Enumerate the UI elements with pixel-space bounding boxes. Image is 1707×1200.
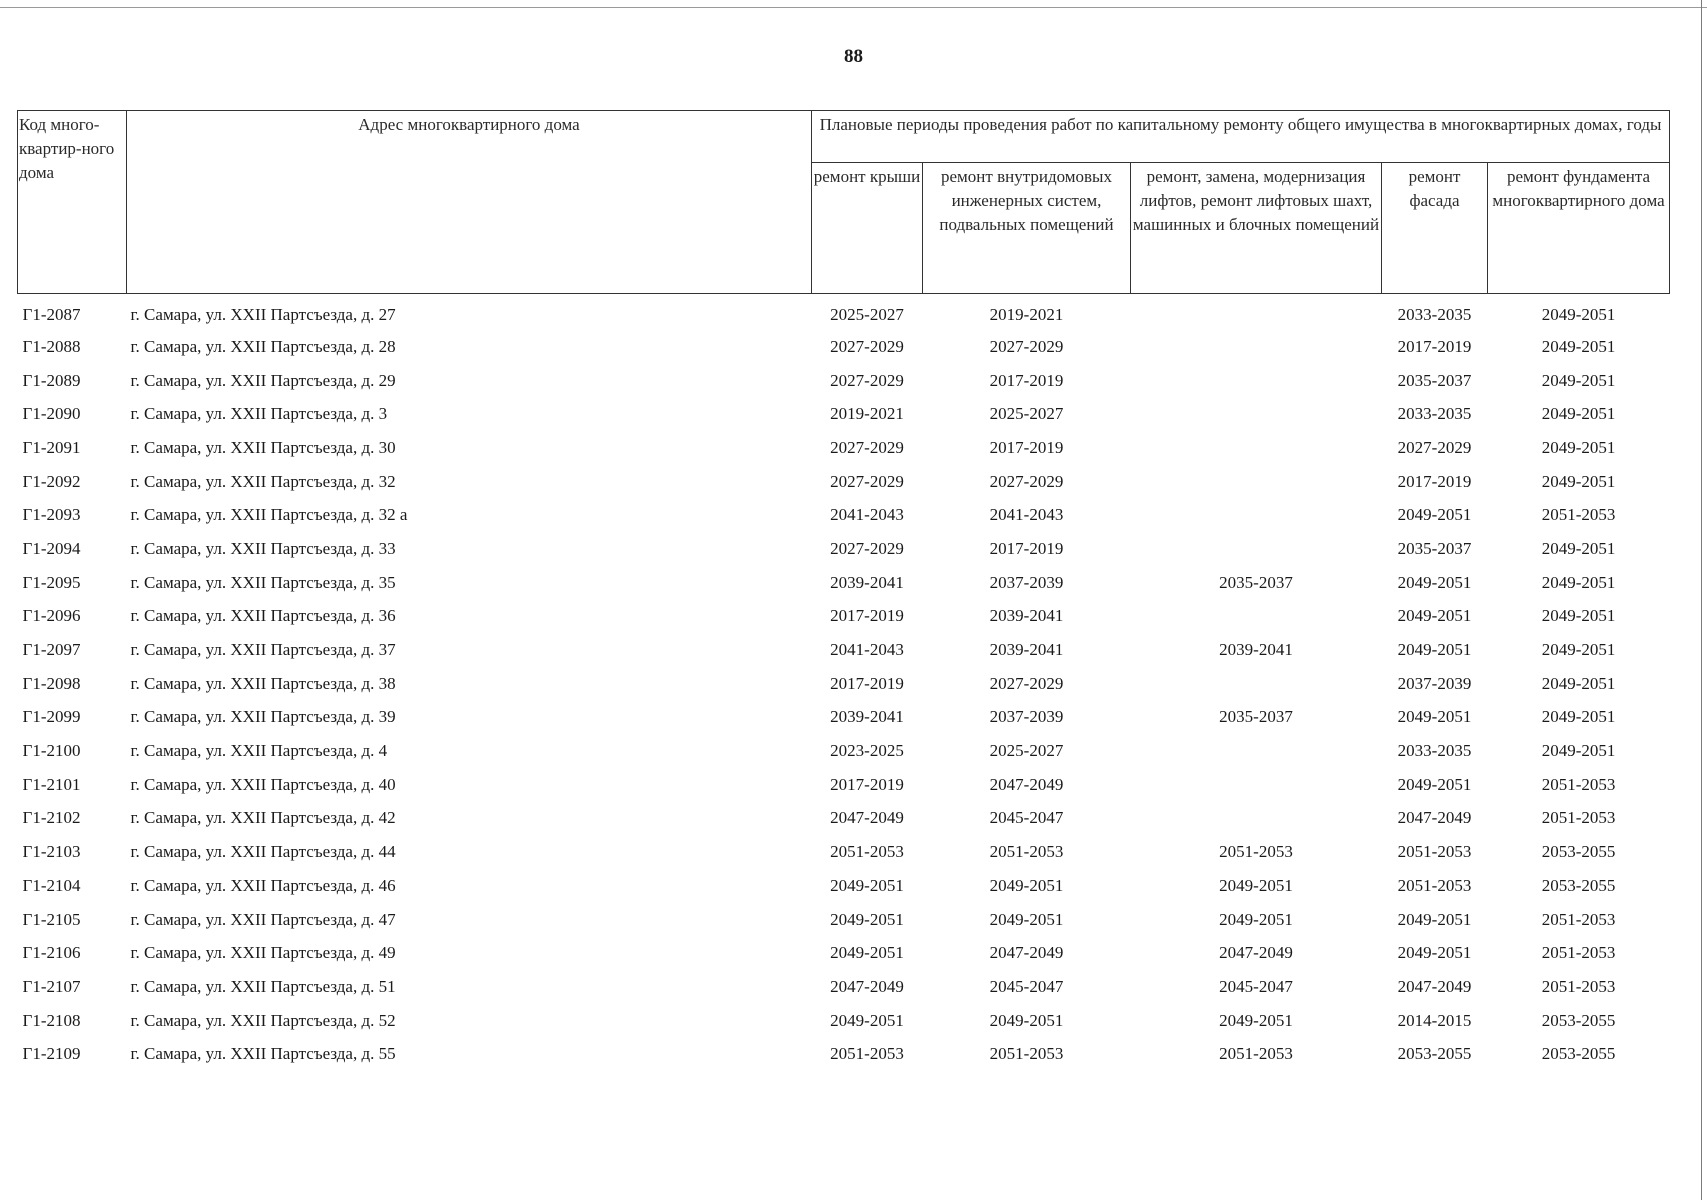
table-row [18,397,1670,431]
cell-address: г. Самара, ул. XXII Партсъезда, д. 49 [130,943,396,963]
cell-engineering-period: 2027-2029 [989,471,1064,491]
cell-foundation-period: 2051-2053 [1541,505,1616,525]
cell-facade-period: 2049-2051 [1397,640,1472,660]
cell-foundation-period: 2051-2053 [1541,808,1616,828]
cell-address: г. Самара, ул. XXII Партсъезда, д. 44 [130,842,396,862]
cell-roof-period: 2049-2051 [830,909,904,929]
cell-address: г. Самара, ул. XXII Партсъезда, д. 29 [130,370,396,390]
cell-elevators-period [1131,802,1382,836]
cell-address: г. Самара, ул. XXII Партсъезда, д. 51 [130,976,396,996]
cell-elevators-period: 2035-2037 [1219,572,1293,592]
cell-facade-period: 2035-2037 [1397,538,1472,558]
cell-foundation-period: 2051-2053 [1541,976,1616,996]
table-row [18,802,1670,836]
header-engineering: ремонт внутридомовых инженерных систем, подвальных помещений [923,163,1131,294]
cell-roof-period: 2019-2021 [830,404,904,424]
cell-roof-period: 2027-2029 [830,370,904,390]
cell-foundation-period: 2051-2053 [1541,909,1616,929]
table-row [18,294,1670,331]
cell-address: г. Самара, ул. XXII Партсъезда, д. 38 [130,673,396,693]
cell-code: Г1-2093 [22,505,81,525]
header-foundation: ремонт фундамента многоквартирного дома [1488,163,1670,294]
cell-roof-period: 2023-2025 [830,741,904,761]
cell-elevators-period: 2051-2053 [1219,1044,1293,1064]
cell-elevators-period: 2049-2051 [1219,909,1293,929]
cell-facade-period: 2017-2019 [1397,336,1472,356]
cell-elevators-period [1131,330,1382,364]
table-row [18,701,1670,735]
cell-engineering-period: 2039-2041 [989,606,1064,626]
cell-code: Г1-2104 [22,875,81,895]
cell-roof-period: 2027-2029 [830,471,904,491]
cell-code: Г1-2101 [22,774,81,794]
cell-foundation-period: 2049-2051 [1541,437,1616,457]
cell-facade-period: 2051-2053 [1397,875,1472,895]
table-row [18,330,1670,364]
table-row [18,600,1670,634]
capital-repair-schedule-table [17,110,1670,1071]
cell-code: Г1-2092 [22,471,81,491]
cell-roof-period: 2017-2019 [830,673,904,693]
table-row [18,465,1670,499]
cell-elevators-period: 2039-2041 [1219,640,1293,660]
cell-engineering-period: 2051-2053 [989,1044,1064,1064]
cell-elevators-period: 2035-2037 [1219,707,1293,727]
cell-facade-period: 2049-2051 [1397,707,1472,727]
cell-address: г. Самара, ул. XXII Партсъезда, д. 46 [130,875,396,895]
cell-address: г. Самара, ул. XXII Партсъезда, д. 55 [130,1044,396,1064]
cell-address: г. Самара, ул. XXII Партсъезда, д. 47 [130,909,396,929]
cell-engineering-period: 2051-2053 [989,842,1064,862]
cell-code: Г1-2090 [22,404,81,424]
table-row [18,532,1670,566]
cell-elevators-period: 2045-2047 [1219,976,1293,996]
cell-engineering-period: 2049-2051 [989,1010,1064,1030]
table-row [18,364,1670,398]
cell-address: г. Самара, ул. XXII Партсъезда, д. 3 [130,404,388,424]
cell-address: г. Самара, ул. XXII Партсъезда, д. 36 [130,606,396,626]
cell-roof-period: 2027-2029 [830,336,904,356]
cell-code: Г1-2087 [22,305,81,324]
cell-elevators-period [1131,532,1382,566]
header-periods-group: Плановые периоды проведения работ по капитальному ремонту общего имущества в многоквартирных домах, годы [812,111,1670,163]
cell-facade-period: 2037-2039 [1397,673,1472,693]
cell-roof-period: 2047-2049 [830,976,904,996]
cell-elevators-period [1131,465,1382,499]
cell-code: Г1-2109 [22,1044,81,1064]
table-row [18,498,1670,532]
cell-facade-period: 2049-2051 [1397,909,1472,929]
cell-engineering-period: 2045-2047 [989,808,1064,828]
cell-facade-period: 2033-2035 [1397,741,1472,761]
cell-roof-period: 2039-2041 [830,572,904,592]
table-body [18,294,1670,1072]
cell-facade-period: 2049-2051 [1397,774,1472,794]
cell-roof-period: 2041-2043 [830,640,904,660]
cell-foundation-period: 2049-2051 [1541,305,1616,324]
cell-facade-period: 2051-2053 [1397,842,1472,862]
cell-engineering-period: 2047-2049 [989,774,1064,794]
cell-address: г. Самара, ул. XXII Партсъезда, д. 32 а [130,505,408,525]
cell-address: г. Самара, ул. XXII Партсъезда, д. 28 [130,336,396,356]
table-header [18,111,1670,294]
cell-roof-period: 2049-2051 [830,875,904,895]
header-facade: ремонт фасада [1382,163,1488,294]
cell-foundation-period: 2049-2051 [1541,572,1616,592]
cell-code: Г1-2108 [22,1010,81,1030]
cell-roof-period: 2027-2029 [830,437,904,457]
scan-right-edge [1701,0,1702,1200]
cell-code: Г1-2095 [22,572,81,592]
cell-code: Г1-2100 [22,741,81,761]
cell-foundation-period: 2053-2055 [1541,1010,1616,1030]
table-row [18,768,1670,802]
table-row [18,1037,1670,1071]
cell-elevators-period [1131,498,1382,532]
cell-facade-period: 2049-2051 [1397,943,1472,963]
table-row [18,1004,1670,1038]
cell-engineering-period: 2041-2043 [989,505,1064,525]
cell-foundation-period: 2049-2051 [1541,538,1616,558]
cell-elevators-period: 2047-2049 [1219,943,1293,963]
cell-address: г. Самара, ул. XXII Партсъезда, д. 35 [130,572,396,592]
cell-facade-period: 2049-2051 [1397,572,1472,592]
cell-foundation-period: 2049-2051 [1541,640,1616,660]
cell-roof-period: 2039-2041 [830,707,904,727]
cell-facade-period: 2014-2015 [1397,1010,1472,1030]
cell-foundation-period: 2049-2051 [1541,673,1616,693]
table-row [18,903,1670,937]
cell-facade-period: 2027-2029 [1397,437,1472,457]
cell-code: Г1-2099 [22,707,81,727]
cell-address: г. Самара, ул. XXII Партсъезда, д. 39 [130,707,396,727]
cell-facade-period: 2033-2035 [1397,404,1472,424]
cell-elevators-period: 2051-2053 [1219,842,1293,862]
cell-foundation-period: 2049-2051 [1541,707,1616,727]
cell-elevators-period [1131,397,1382,431]
cell-roof-period: 2051-2053 [830,1044,904,1064]
cell-engineering-period: 2049-2051 [989,909,1064,929]
cell-facade-period: 2049-2051 [1397,606,1472,626]
cell-foundation-period: 2053-2055 [1541,1044,1616,1064]
cell-roof-period: 2017-2019 [830,606,904,626]
cell-code: Г1-2089 [22,370,81,390]
header-address: Адрес многоквартирного дома [127,111,812,294]
cell-elevators-period [1131,667,1382,701]
cell-engineering-period: 2017-2019 [989,538,1064,558]
cell-address: г. Самара, ул. XXII Партсъезда, д. 32 [130,471,396,491]
cell-roof-period: 2025-2027 [830,305,904,324]
cell-facade-period: 2033-2035 [1397,305,1472,324]
cell-address: г. Самара, ул. XXII Партсъезда, д. 42 [130,808,396,828]
cell-code: Г1-2098 [22,673,81,693]
cell-elevators-period: 2049-2051 [1219,1010,1293,1030]
cell-address: г. Самара, ул. XXII Партсъезда, д. 40 [130,774,396,794]
cell-roof-period: 2049-2051 [830,1010,904,1030]
cell-engineering-period: 2019-2021 [989,305,1064,324]
scan-top-rule [0,7,1707,8]
cell-engineering-period: 2017-2019 [989,437,1064,457]
table-row [18,633,1670,667]
cell-engineering-period: 2037-2039 [989,707,1064,727]
table-row [18,734,1670,768]
table-row [18,835,1670,869]
cell-engineering-period: 2025-2027 [989,741,1064,761]
cell-foundation-period: 2049-2051 [1541,741,1616,761]
cell-foundation-period: 2053-2055 [1541,842,1616,862]
cell-engineering-period: 2049-2051 [989,875,1064,895]
cell-elevators-period [1131,734,1382,768]
cell-foundation-period: 2049-2051 [1541,370,1616,390]
cell-address: г. Самара, ул. XXII Партсъезда, д. 37 [130,640,396,660]
header-elevators: ремонт, замена, модернизация лифтов, ремонт лифтовых шахт, машинных и блочных помещений [1131,163,1382,294]
cell-engineering-period: 2039-2041 [989,640,1064,660]
table-row [18,566,1670,600]
cell-facade-period: 2053-2055 [1397,1044,1472,1064]
cell-elevators-period [1131,294,1382,331]
cell-facade-period: 2047-2049 [1397,808,1472,828]
cell-code: Г1-2088 [22,336,81,356]
cell-code: Г1-2094 [22,538,81,558]
cell-engineering-period: 2017-2019 [989,370,1064,390]
cell-roof-period: 2017-2019 [830,774,904,794]
cell-foundation-period: 2049-2051 [1541,471,1616,491]
cell-address: г. Самара, ул. XXII Партсъезда, д. 4 [130,741,388,761]
table-row [18,936,1670,970]
cell-facade-period: 2035-2037 [1397,370,1472,390]
table-row [18,970,1670,1004]
cell-roof-period: 2041-2043 [830,505,904,525]
cell-foundation-period: 2053-2055 [1541,875,1616,895]
page-number: 88 [844,46,863,67]
table-row [18,667,1670,701]
table-row [18,869,1670,903]
cell-roof-period: 2047-2049 [830,808,904,828]
cell-elevators-period [1131,600,1382,634]
cell-engineering-period: 2045-2047 [989,976,1064,996]
cell-foundation-period: 2051-2053 [1541,943,1616,963]
cell-elevators-period: 2049-2051 [1219,875,1293,895]
cell-foundation-period: 2049-2051 [1541,404,1616,424]
header-code: Код много-квартир-ного дома [18,111,127,294]
cell-address: г. Самара, ул. XXII Партсъезда, д. 52 [130,1010,396,1030]
cell-elevators-period [1131,431,1382,465]
cell-code: Г1-2106 [22,943,81,963]
cell-code: Г1-2105 [22,909,81,929]
cell-elevators-period [1131,768,1382,802]
cell-code: Г1-2102 [22,808,81,828]
cell-engineering-period: 2037-2039 [989,572,1064,592]
cell-address: г. Самара, ул. XXII Партсъезда, д. 33 [130,538,396,558]
cell-roof-period: 2049-2051 [830,943,904,963]
cell-elevators-period [1131,364,1382,398]
table-row [18,431,1670,465]
cell-facade-period: 2047-2049 [1397,976,1472,996]
header-roof: ремонт крыши [812,163,923,294]
cell-facade-period: 2017-2019 [1397,471,1472,491]
cell-engineering-period: 2027-2029 [989,336,1064,356]
cell-foundation-period: 2049-2051 [1541,606,1616,626]
cell-engineering-period: 2025-2027 [989,404,1064,424]
cell-code: Г1-2096 [22,606,81,626]
cell-foundation-period: 2051-2053 [1541,774,1616,794]
cell-roof-period: 2051-2053 [830,842,904,862]
cell-code: Г1-2097 [22,640,81,660]
cell-address: г. Самара, ул. XXII Партсъезда, д. 27 [130,305,396,324]
cell-code: Г1-2103 [22,842,81,862]
cell-roof-period: 2027-2029 [830,538,904,558]
cell-engineering-period: 2027-2029 [989,673,1064,693]
cell-address: г. Самара, ул. XXII Партсъезда, д. 30 [130,437,396,457]
cell-engineering-period: 2047-2049 [989,943,1064,963]
cell-code: Г1-2107 [22,976,81,996]
cell-code: Г1-2091 [22,437,81,457]
cell-facade-period: 2049-2051 [1397,505,1472,525]
cell-foundation-period: 2049-2051 [1541,336,1616,356]
